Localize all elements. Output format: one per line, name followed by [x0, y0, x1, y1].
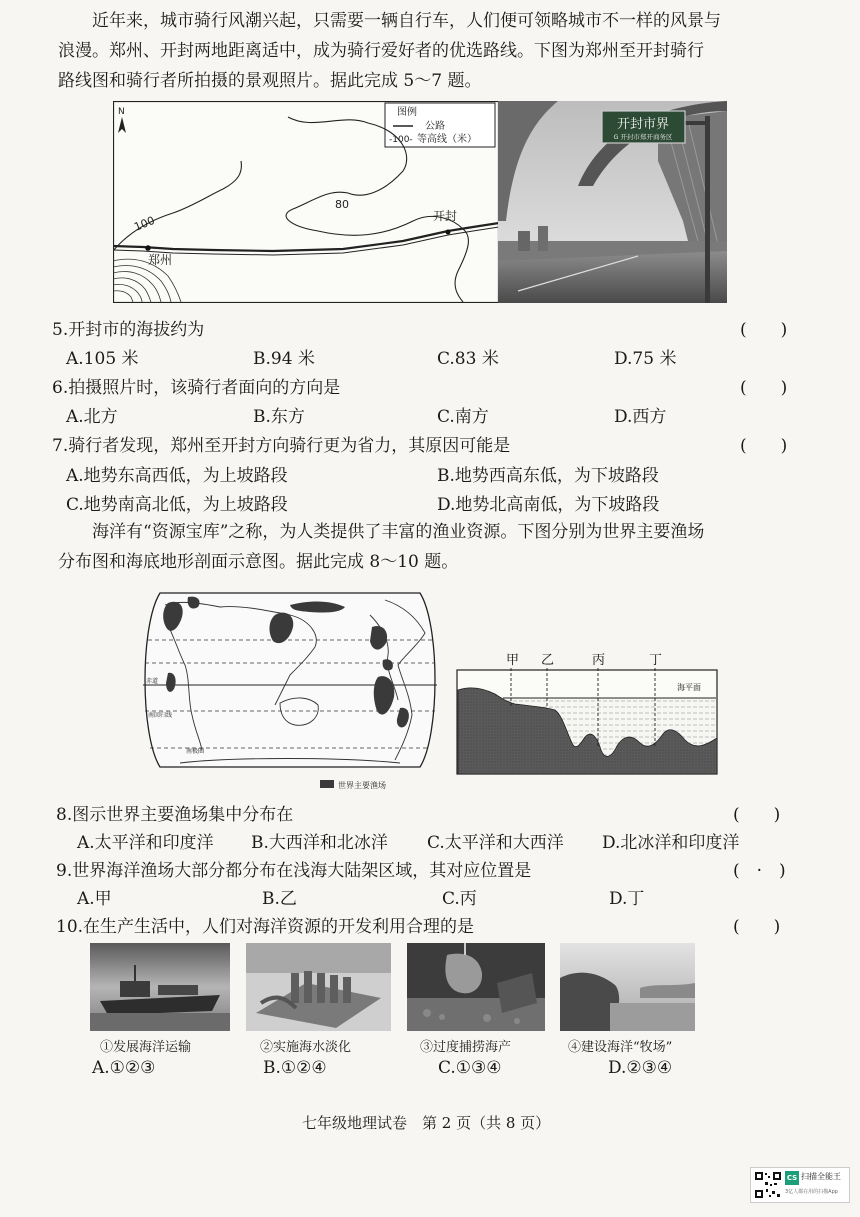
q9-stem: 9.世界海洋渔场大部分都分布在浅海大陆架区域，其对应位置是: [56, 861, 532, 881]
q5-answer-paren[interactable]: ( ): [740, 320, 788, 340]
legend-contour: 等高线（米）: [417, 134, 477, 145]
profile-label-ding: 丁: [649, 653, 663, 668]
q7-option-d[interactable]: D.地势北高南低，为下坡路段: [437, 495, 660, 515]
intro2-line2: 分布图和海底地形剖面示意图。据此完成 8～10 题。: [58, 552, 459, 572]
profile-label-jia: 甲: [506, 653, 520, 668]
q8-option-a[interactable]: A.太平洋和印度洋: [77, 833, 214, 853]
q7-stem: 7.骑行者发现，郑州至开封方向骑行更为省力，其原因可能是: [52, 436, 511, 456]
legend-title: 图例: [397, 107, 417, 118]
q8-option-b[interactable]: B.大西洋和北冰洋: [251, 833, 388, 853]
q5-stem: 5.开封市的海拔约为: [52, 320, 205, 340]
q6-option-b[interactable]: B.东方: [253, 407, 305, 427]
label-tropic: 南回归线: [148, 712, 173, 719]
caption-2: ②实施海水淡化: [260, 1040, 352, 1055]
q6-stem: 6.拍摄照片时，该骑行者面向的方向是: [52, 378, 341, 398]
label-equator: 赤道: [146, 678, 159, 685]
sign-sub-text: G 开封市郑开商务区: [613, 133, 673, 141]
map2-legend: 世界主要渔场: [338, 781, 386, 790]
legend-contour-value: -100-: [389, 135, 413, 145]
seabed-profile: [455, 650, 720, 776]
scanner-badge: [750, 1167, 850, 1203]
caption-3: ③过度捕捞海产: [420, 1040, 512, 1055]
city-zhengzhou: 郑州: [148, 253, 173, 267]
q10-option-c[interactable]: C.①③④: [438, 1058, 502, 1078]
legend-road: 公路: [425, 121, 445, 132]
map-legend: [385, 103, 495, 147]
q6-option-c[interactable]: C.南方: [437, 407, 489, 427]
cs-logo-icon: CS: [785, 1171, 799, 1185]
intro2-line1: 海洋有“资源宝库”之称，为人类提供了丰富的渔业资源。下图分别为世界主要渔场: [92, 522, 705, 542]
q6-option-a[interactable]: A.北方: [66, 407, 118, 427]
q9-option-c[interactable]: C.丙: [442, 889, 477, 909]
sign-main-text: 开封市界: [616, 117, 670, 132]
q8-option-c[interactable]: C.太平洋和大西洋: [427, 833, 564, 853]
q9-option-d[interactable]: D.丁: [609, 889, 645, 909]
q9-answer-paren[interactable]: ( · ): [733, 861, 786, 881]
q9-option-b[interactable]: B.乙: [262, 889, 297, 909]
photo-ocean-transport: [90, 943, 230, 1031]
world-fisheries-map: [140, 585, 440, 795]
q6-option-d[interactable]: D.西方: [614, 407, 667, 427]
q10-option-d[interactable]: D.②③④: [608, 1058, 673, 1078]
svg-text:N: N: [118, 107, 125, 117]
intro1-line2: 浪漫。郑州、开封两地距离适中，成为骑行爱好者的优选路线。下图为郑州至开封骑行: [58, 41, 704, 61]
q5-option-d[interactable]: D.75 米: [614, 349, 677, 369]
photo-overfishing: [407, 943, 545, 1031]
q8-stem: 8.图示世界主要渔场集中分布在: [56, 805, 294, 825]
q10-option-b[interactable]: B.①②④: [263, 1058, 327, 1078]
badge-subtitle: 3亿人都在用的扫描App: [785, 1189, 838, 1195]
q9-option-a[interactable]: A.甲: [77, 889, 112, 909]
q10-option-a[interactable]: A.①②③: [92, 1058, 156, 1078]
q7-answer-paren[interactable]: ( ): [740, 436, 788, 456]
caption-4: ④建设海洋“牧场”: [568, 1040, 673, 1055]
badge-name: 扫描全能王: [801, 1172, 841, 1181]
q5-option-c[interactable]: C.83 米: [437, 349, 499, 369]
qr-code-icon: [754, 1171, 782, 1199]
photo-desalination: [246, 943, 391, 1031]
legend-swatch: [320, 780, 334, 788]
q7-option-c[interactable]: C.地势南高北低，为上坡路段: [66, 495, 288, 515]
q8-answer-paren[interactable]: ( ): [733, 805, 781, 825]
q6-answer-paren[interactable]: ( ): [740, 378, 788, 398]
profile-label-yi: 乙: [541, 653, 555, 668]
contour-label-80: 80: [335, 198, 349, 211]
q7-option-a[interactable]: A.地势东高西低，为上坡路段: [66, 466, 288, 486]
q8-option-d[interactable]: D.北冰洋和印度洋: [602, 833, 740, 853]
q5-option-a[interactable]: A.105 米: [66, 349, 139, 369]
route-map: [113, 101, 499, 303]
q5-option-b[interactable]: B.94 米: [253, 349, 315, 369]
q7-option-b[interactable]: B.地势西高东低，为下坡路段: [437, 466, 659, 486]
contour-label-100: 100: [132, 213, 157, 234]
q10-answer-paren[interactable]: ( ): [733, 917, 781, 937]
q10-stem: 10.在生产生活中，人们对海洋资源的开发利用合理的是: [56, 917, 475, 937]
page-footer: 七年级地理试卷 第 2 页（共 8 页）: [302, 1114, 551, 1132]
photo-marine-ranch: [560, 943, 695, 1031]
kaifeng-boundary-photo: [498, 101, 727, 303]
city-kaifeng: 开封: [433, 209, 458, 223]
intro1-line3: 路线图和骑行者所拍摄的景观照片。据此完成 5～7 题。: [58, 71, 482, 91]
label-polar: 南极圈: [186, 748, 205, 755]
sea-level-label: 海平面: [677, 683, 701, 692]
caption-1: ①发展海洋运输: [100, 1040, 192, 1055]
profile-label-bing: 丙: [592, 653, 606, 668]
intro1-line1: 近年来，城市骑行风潮兴起，只需要一辆自行车，人们便可领略城市不一样的风景与: [92, 11, 721, 31]
